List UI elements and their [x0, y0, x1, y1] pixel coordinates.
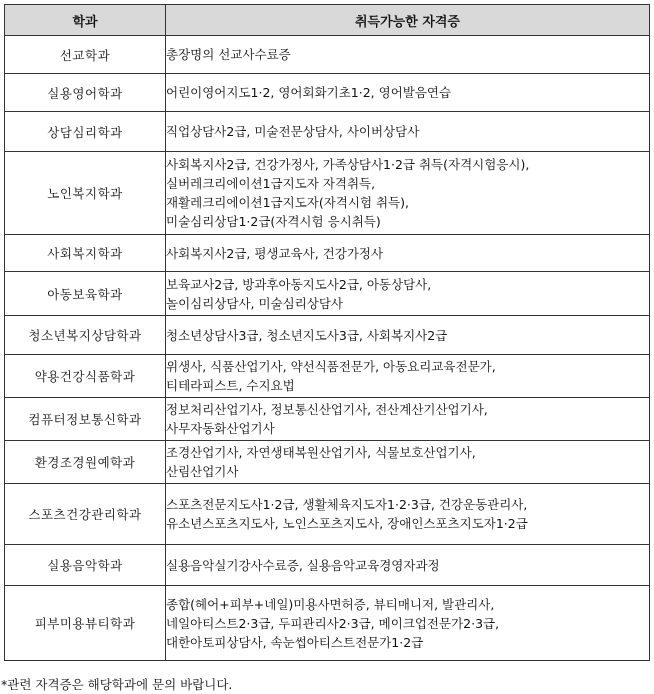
table-row — [5, 355, 650, 398]
table-row — [5, 152, 650, 235]
department-cell: 환경조경원예학과 — [5, 441, 166, 484]
certification-line: 직업상담사2급, 미술전문상담사, 사이버상담사 — [166, 124, 420, 139]
certification-line: 실버레크리에이션1급지도자 자격취득, — [166, 176, 376, 191]
certifications-cell — [166, 355, 650, 398]
table-row — [5, 74, 650, 112]
certifications-cell — [166, 152, 650, 235]
certifications-cell — [166, 74, 650, 112]
certification-line: 총장명의 선교사수료증 — [166, 47, 291, 62]
certifications-cell — [166, 441, 650, 484]
table-header-row — [5, 5, 650, 36]
certification-line: 조경산업기사, 자연생태복원산업기사, 식물보호산업기사, — [166, 445, 476, 460]
department-cell: 청소년복지상담학과 — [5, 316, 166, 355]
certification-line: 사회복지사2급, 건강가정사, 가족상담사1·2급 취득(자격시험응시), — [166, 157, 530, 172]
department-cell: 실용음악학과 — [5, 545, 166, 586]
table-row — [5, 36, 650, 74]
footnote: *관련 자격증은 해당학과에 문의 바랍니다. — [1, 677, 233, 692]
certifications-cell — [166, 112, 650, 152]
table-body — [5, 36, 650, 661]
certification-line: 청소년상담사3급, 청소년지도사3급, 사회복지사2급 — [166, 327, 448, 343]
certification-line: 재활레크리에이션1급지도자(자격시험 취득), — [166, 195, 410, 210]
table-row — [5, 441, 650, 484]
table-row — [5, 545, 650, 586]
department-cell: 상담심리학과 — [5, 112, 166, 152]
department-cell: 아동보육학과 — [5, 272, 166, 316]
department-cell: 사회복지학과 — [5, 235, 166, 272]
certification-line: 사회복지사2급, 평생교육사, 건강가정사 — [166, 245, 384, 261]
table-row — [5, 235, 650, 272]
header-certifications: 취득가능한 자격증 — [166, 5, 650, 36]
certification-table — [4, 4, 650, 661]
certification-line: 위생사, 식품산업기사, 약선식품전문가, 아동요리교육전문가, — [166, 359, 496, 374]
certifications-cell — [166, 545, 650, 586]
department-cell: 노인복지학과 — [5, 152, 166, 235]
certifications-cell — [166, 484, 650, 545]
table-row — [5, 112, 650, 152]
department-cell: 실용영어학과 — [5, 74, 166, 112]
table-row — [5, 316, 650, 355]
table-row — [5, 272, 650, 316]
certification-line: 실용음악실기강사수료증, 실용음악교육경영자과정 — [166, 557, 440, 573]
certifications-cell — [166, 316, 650, 355]
certification-line: 네일아티스트2·3급, 두피관리사2·3급, 메이크업전문가2·3급, — [166, 615, 500, 631]
certification-line: 어린이영어지도1·2, 영어회화기초1·2, 영어발음연습 — [166, 85, 452, 100]
certification-line: 미술심리상담1·2급(자격시험 응시취득) — [166, 214, 381, 229]
certifications-cell — [166, 235, 650, 272]
department-cell: 선교학과 — [5, 36, 166, 74]
certifications-cell — [166, 272, 650, 316]
certifications-cell — [166, 586, 650, 661]
department-cell: 약용건강식품학과 — [5, 355, 166, 398]
certification-line: 종합(헤어+피부+네일)미용사면허증, 뷰티매니저, 발관리사, — [166, 596, 495, 612]
certification-line: 산림산업기사 — [166, 464, 239, 479]
certification-line: 정보처리산업기사, 정보통신산업기사, 전산계산기산업기사, — [166, 402, 488, 417]
table-row — [5, 586, 650, 661]
certification-line: 놀이심리상담사, 미술심리상담사 — [166, 295, 343, 311]
certification-line: 스포츠전문지도사1·2급, 생활체육지도자1·2·3급, 건강운동관리사, — [166, 497, 528, 512]
table-row — [5, 398, 650, 441]
certification-line: 대한아토피상담사, 속눈썹아티스트전문가1·2급 — [166, 634, 424, 650]
certifications-cell — [166, 36, 650, 74]
certifications-cell — [166, 398, 650, 441]
header-department: 학과 — [5, 5, 166, 36]
department-cell: 스포츠건강관리학과 — [5, 484, 166, 545]
table-row — [5, 484, 650, 545]
department-cell: 컴퓨터정보통신학과 — [5, 398, 166, 441]
department-cell: 피부미용뷰티학과 — [5, 586, 166, 661]
certification-line: 보육교사2급, 방과후아동지도사2급, 아동상담사, — [166, 276, 432, 292]
certification-line: 티테라피스트, 수지요법 — [166, 378, 295, 393]
certification-line: 사무자동화산업기사 — [166, 421, 275, 436]
certification-line: 유소년스포츠지도사, 노인스포츠지도사, 장애인스포츠지도자1·2급 — [166, 516, 528, 531]
